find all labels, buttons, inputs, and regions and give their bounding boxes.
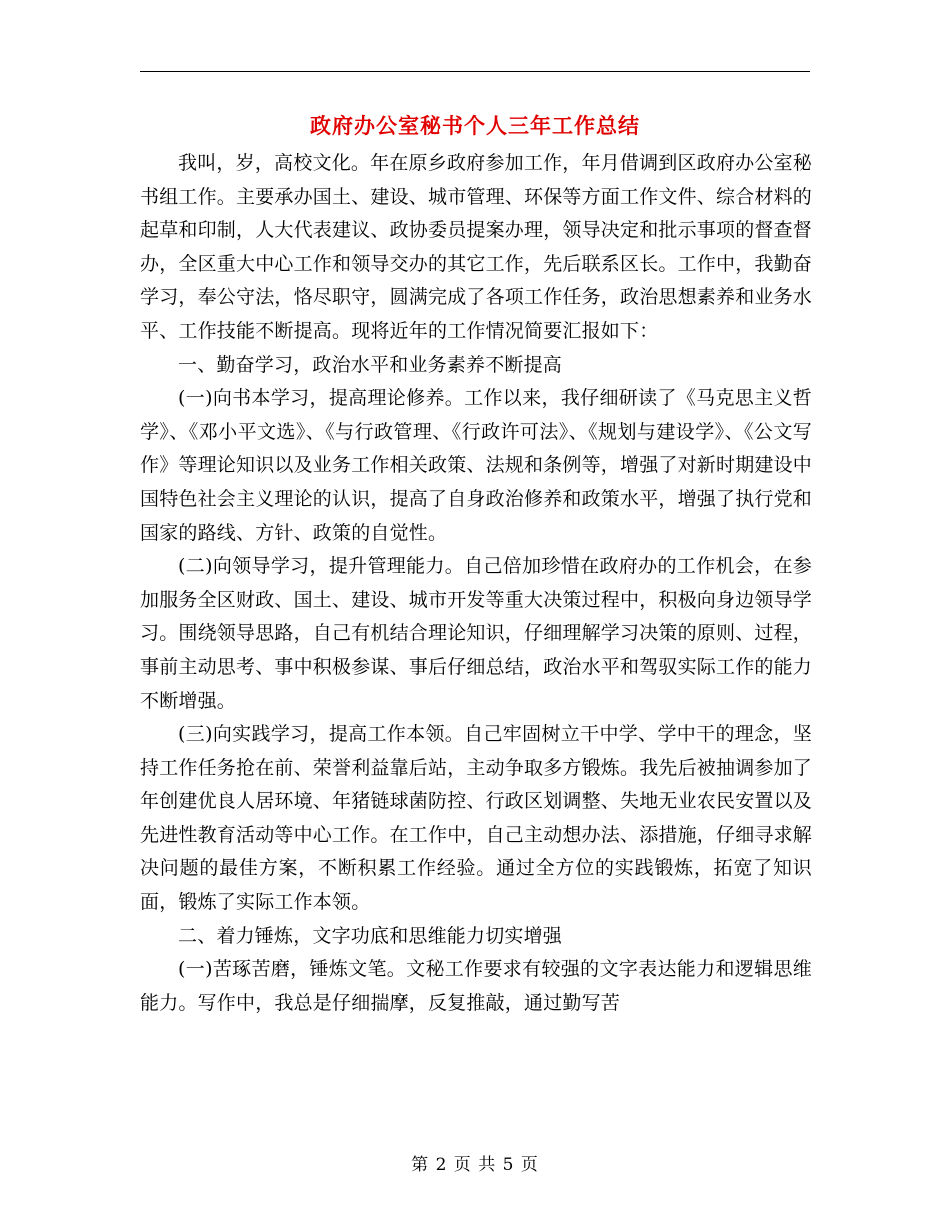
document-title: 政府办公室秘书个人三年工作总结 bbox=[310, 113, 640, 138]
section-heading-1: 一、勤奋学习，政治水平和业务素养不断提高 bbox=[178, 353, 563, 376]
paragraph-1-3: (三)向实践学习，提高工作本领。自己牢固树立干中学、学中干的理念，坚持工作任务抢在前、荣誉利益靠后站，主动争取多方锻炼。我先后被抽调参加了年创建优良人居环境、年猪链球菌防控、行政区划调整、失地无业农民安置以及先进性教育活动等中心工作。在工作中，自己主动想办法、添措施，仔细寻求解决问题的最佳方案，不断积累工作经验。通过全方位的实践锻炼，拓宽了知识面，锻炼了实际工作本领。 bbox=[140, 723, 813, 914]
paragraph-intro: 我叫，岁，高校文化。年在原乡政府参加工作，年月借调到区政府办公室秘书组工作。主要承办国土、建设、城市管理、环保等方面工作文件、综合材料的起草和印制，人大代表建议、政协委员提案办理，领导决定和批示事项的督查督办，全区重大中心工作和领导交办的其它工作，先后联系区长。工作中，我勤奋学习，奉公守法，恪尽职守，圆满完成了各项工作任务，政治思想素养和业务水平、工作技能不断提高。现将近年的工作情况简要汇报如下： bbox=[140, 152, 813, 342]
page-number-footer: 第 2 页 共 5 页 bbox=[411, 1155, 539, 1175]
header-rule bbox=[140, 71, 810, 72]
paragraph-1-1: (一)向书本学习，提高理论修养。工作以来，我仔细研读了《马克思主义哲学》、《邓小平文选》、《与行政管理、《行政许可法》、《规划与建设学》、《公文写作》等理论知识以及业务工作相关政策、法规和条例等，增强了对新时期建设中国特色社会主义理论的认识，提高了自身政治修养和政策水平，增强了执行党和国家的路线、方针、政策的自觉性。 bbox=[140, 387, 813, 544]
paragraph-2-1: (一)苦琢苦磨，锤炼文笔。文秘工作要求有较强的文字表达能力和逻辑思维能力。写作中，我总是仔细揣摩，反复推敲，通过勤写苦 bbox=[140, 958, 812, 1014]
paragraph-1-2: (二)向领导学习，提升管理能力。自己倍加珍惜在政府办的工作机会，在参加服务全区财政、国土、建设、城市开发等重大决策过程中，积极向身边领导学习。围绕领导思路，自己有机结合理论知识，仔细理解学习决策的原则、过程，事前主动思考、事中积极参谋、事后仔细总结，政治水平和驾驭实际工作的能力不断增强。 bbox=[140, 555, 813, 712]
document-body bbox=[140, 147, 812, 1020]
section-heading-2: 二、着力锤炼，文字功底和思维能力切实增强 bbox=[178, 924, 563, 947]
